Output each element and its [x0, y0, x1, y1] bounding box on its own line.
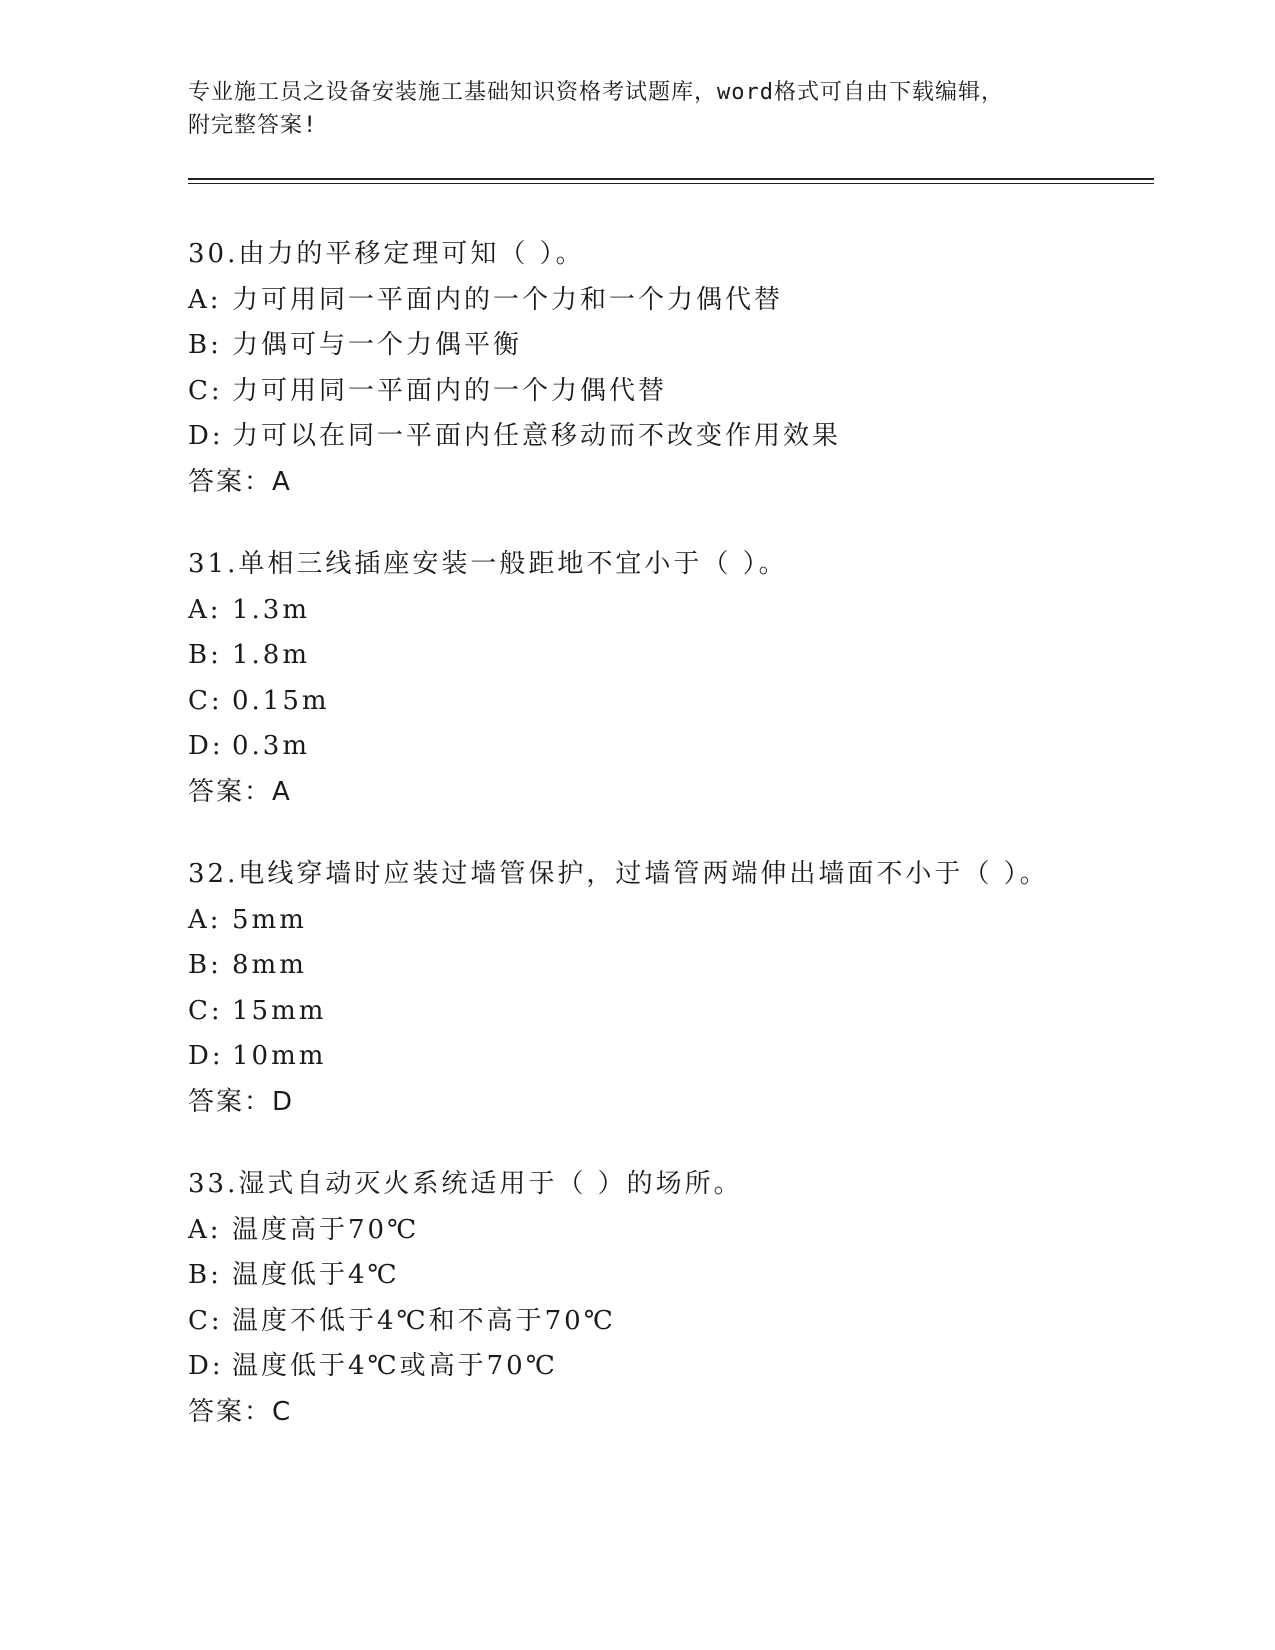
- option-a: [188, 594, 1188, 640]
- option-letter: A:: [188, 594, 222, 625]
- answer-line: 答案：D: [188, 1086, 295, 1117]
- option-text: 力偶可与一个力偶平衡: [232, 330, 523, 360]
- option-a: [188, 904, 1188, 950]
- option-letter: A:: [188, 284, 222, 315]
- option-text: 0.15m: [232, 685, 330, 716]
- option-letter: C:: [188, 685, 223, 716]
- option-text: 温度高于70℃: [232, 1214, 420, 1245]
- option-c: [188, 375, 1188, 421]
- option-a: [188, 1214, 1188, 1260]
- question-stem: 30.由力的平移定理可知（ ）。: [188, 239, 585, 269]
- answer-line: 答案：A: [188, 776, 292, 807]
- option-d: [188, 1350, 1188, 1396]
- option-d: [188, 420, 1188, 466]
- option-letter: D:: [188, 1351, 224, 1381]
- option-letter: C:: [188, 375, 223, 406]
- option-b: [188, 639, 1188, 685]
- option-letter: D:: [188, 731, 224, 761]
- option-b: [188, 1259, 1188, 1305]
- header-title-line-1: 专业施工员之设备安装施工基础知识资格考试题库，word格式可自由下载编辑，: [188, 80, 1004, 105]
- option-letter: C:: [188, 995, 223, 1026]
- option-text: 力可用同一平面内的一个力和一个力偶代替: [232, 284, 784, 315]
- answer-line: 答案：C: [188, 1396, 293, 1427]
- option-c: [188, 685, 1188, 731]
- option-letter: B:: [188, 640, 222, 670]
- option-text: 8mm: [232, 950, 307, 980]
- question-stem: 32.电线穿墙时应装过墙管保护，过墙管两端伸出墙面不小于（ ）。: [188, 859, 1049, 889]
- header-divider-thin: [188, 183, 1154, 184]
- option-text: 10mm: [232, 1041, 327, 1071]
- option-letter: A:: [188, 1214, 222, 1245]
- question-stem: 33.湿式自动灭火系统适用于（ ）的场所。: [188, 1169, 743, 1199]
- option-d: [188, 730, 1188, 776]
- question-30: [188, 238, 1188, 511]
- option-letter: C:: [188, 1305, 223, 1336]
- question-33: [188, 1168, 1188, 1441]
- document-header: [188, 76, 1088, 142]
- option-letter: D:: [188, 1041, 224, 1071]
- option-b: [188, 329, 1188, 375]
- option-letter: A:: [188, 904, 222, 935]
- option-b: [188, 949, 1188, 995]
- option-letter: D:: [188, 421, 224, 451]
- question-stem: 31.单相三线插座安装一般距地不宜小于（ ）。: [188, 549, 788, 579]
- option-letter: B:: [188, 330, 222, 360]
- option-text: 温度不低于4℃和不高于70℃: [232, 1305, 616, 1336]
- answer-line: 答案：A: [188, 466, 292, 497]
- question-list: [188, 238, 1188, 1478]
- question-31: [188, 548, 1188, 821]
- option-c: [188, 1305, 1188, 1351]
- header-divider-thick: [188, 178, 1154, 180]
- option-text: 温度低于4℃: [232, 1260, 400, 1290]
- option-text: 1.8m: [232, 640, 311, 670]
- option-text: 力可以在同一平面内任意移动而不改变作用效果: [232, 421, 842, 451]
- question-32: [188, 858, 1188, 1131]
- header-title-line-2: 附完整答案!: [188, 113, 318, 138]
- option-letter: B:: [188, 950, 222, 980]
- option-text: 0.3m: [232, 731, 311, 761]
- option-text: 1.3m: [232, 594, 311, 625]
- option-d: [188, 1040, 1188, 1086]
- option-letter: B:: [188, 1260, 222, 1290]
- option-text: 5mm: [232, 904, 307, 935]
- option-text: 15mm: [232, 995, 327, 1026]
- option-text: 力可用同一平面内的一个力偶代替: [232, 375, 668, 406]
- option-a: [188, 284, 1188, 330]
- option-text: 温度低于4℃或高于70℃: [232, 1351, 558, 1381]
- option-c: [188, 995, 1188, 1041]
